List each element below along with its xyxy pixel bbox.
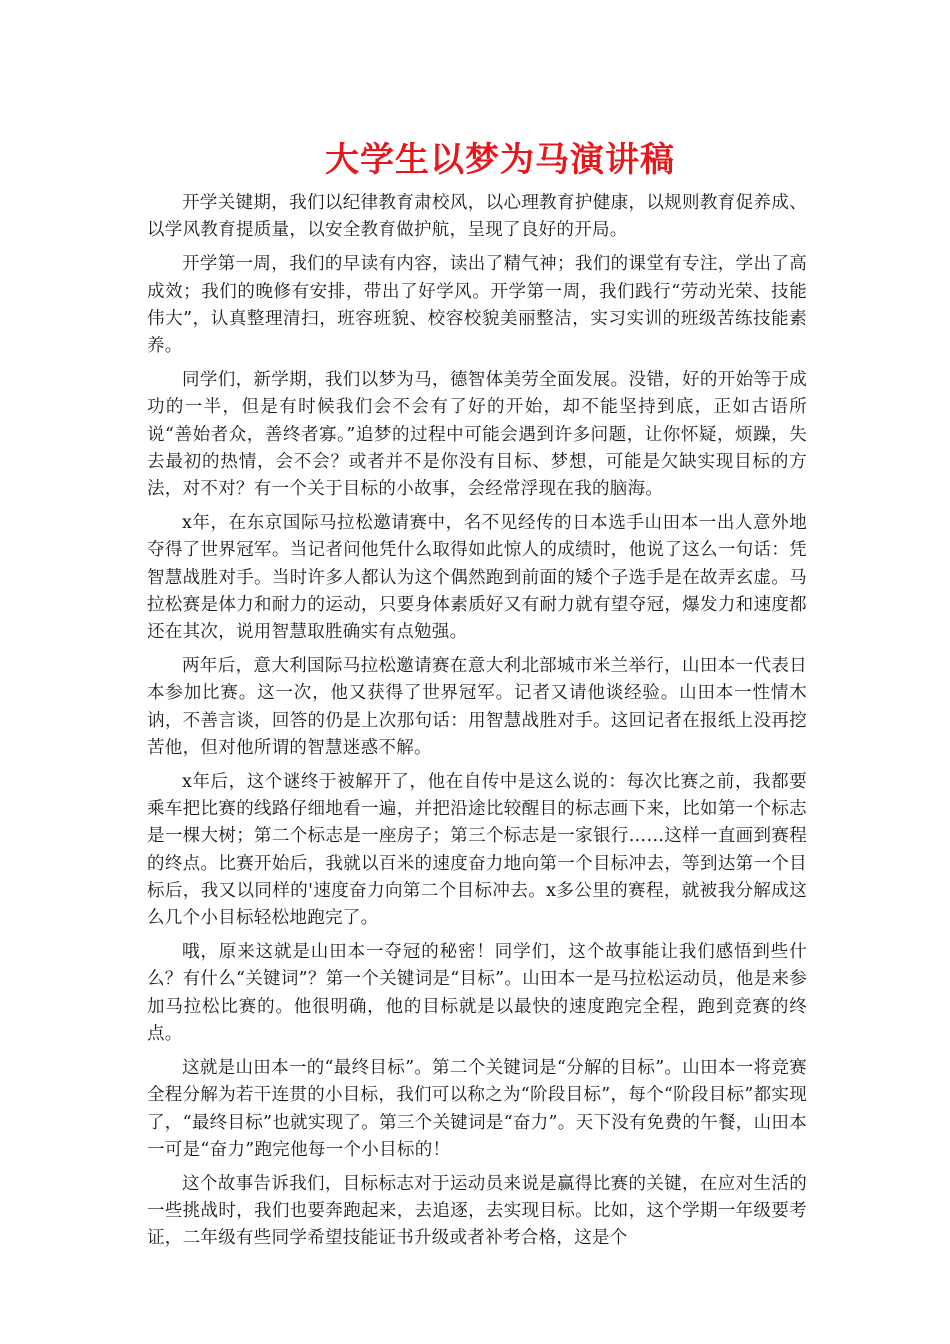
document-body (147, 190, 807, 1260)
paragraph-8: 这就是山田本一的“最终目标”。第二个关键词是“分解的目标”。山田本一将竞赛全程分解为若干连贯的小目标，我们可以称之为“阶段目标”，每个“阶段目标”都实现了，“最终目标”也就实现了。第三个关键词是“奋力”。天下没有免费的午餐，山田本一可是“奋力”跑完他每一个小目标的！ (147, 1058, 807, 1160)
paragraph-2: 开学第一周，我们的早读有内容，读出了精气神；我们的课堂有专注，学出了高成效；我们的晚修有安排，带出了好学风。开学第一周，我们践行“劳动光荣、技能伟大”，认真整理清扫，班容班貌、校容校貌美丽整洁，实习实训的班级苦练技能素养。 (147, 254, 807, 357)
paragraph-6: x年后，这个谜终于被解开了，他在自传中是这么说的：每次比赛之前，我都要乘车把比赛的线路仔细地看一遍，并把沿途比较醒目的标志画下来，比如第一个标志是一棵大树；第二个标志是一座房子；第三个标志是一家银行……这样一直画到赛程的终点。比赛开始后，我就以百米的速度奋力地向第一个目标冲去，等到达第一个目标后，我又以同样的'速度奋力向第二个目标冲去。x多公里的赛程，就被我分解成这么几个小目标轻松地跑完了。 (147, 772, 807, 929)
paragraph-1: 开学关键期，我们以纪律教育肃校风，以心理教育护健康，以规则教育促养成、以学风教育提质量，以安全教育做护航，呈现了良好的开局。 (147, 193, 807, 241)
paragraph-5: 两年后，意大利国际马拉松邀请赛在意大利北部城市米兰举行，山田本一代表日本参加比赛。这一次，他又获得了世界冠军。记者又请他谈经验。山田本一性情木讷，不善言谈，回答的仍是上次那句话：用智慧战胜对手。这回记者在报纸上没再挖苦他，但对他所谓的智慧迷惑不解。 (147, 656, 807, 758)
paragraph-9: 这个故事告诉我们，目标标志对于运动员来说是赢得比赛的关键，在应对生活的一些挑战时，我们也要奔跑起来，去追逐，去实现目标。比如，这个学期一年级要考证，二年级有些同学希望技能证书升级或者补考合格，这是个 (147, 1173, 807, 1249)
paragraph-7: 哦，原来这就是山田本一夺冠的秘密！同学们，这个故事能让我们感悟到些什么？有什么“关键词”？第一个关键词是“目标”。山田本一是马拉松运动员，他是来参加马拉松比赛的。他很明确，他的目标就是以最快的速度跑完全程，跑到竞赛的终点。 (147, 942, 807, 1044)
paragraph-3: 同学们，新学期，我们以梦为马，德智体美劳全面发展。没错，好的开始等于成功的一半，但是有时候我们会不会有了好的开始，却不能坚持到底，正如古语所说“善始者众，善终者寡。”追梦的过程中可能会遇到许多问题，让你怀疑，烦躁，失去最初的热情，会不会？或者并不是你没有目标、梦想，可能是欠缺实现目标的方法，对不对？有一个关于目标的小故事，会经常浮现在我的脑海。 (147, 370, 807, 500)
document-title: 大学生以梦为马演讲稿 (325, 140, 675, 180)
paragraph-4: x年，在东京国际马拉松邀请赛中，名不见经传的日本选手山田本一出人意外地夺得了世界冠军。当记者问他凭什么取得如此惊人的成绩时，他说了这么一句话：凭智慧战胜对手。当时许多人都认为这个偶然跑到前面的矮个子选手是在故弄玄虚。马拉松赛是体力和耐力的运动，只要身体素质好又有耐力就有望夺冠，爆发力和速度都还在其次，说用智慧取胜确实有点勉强。 (147, 513, 807, 643)
